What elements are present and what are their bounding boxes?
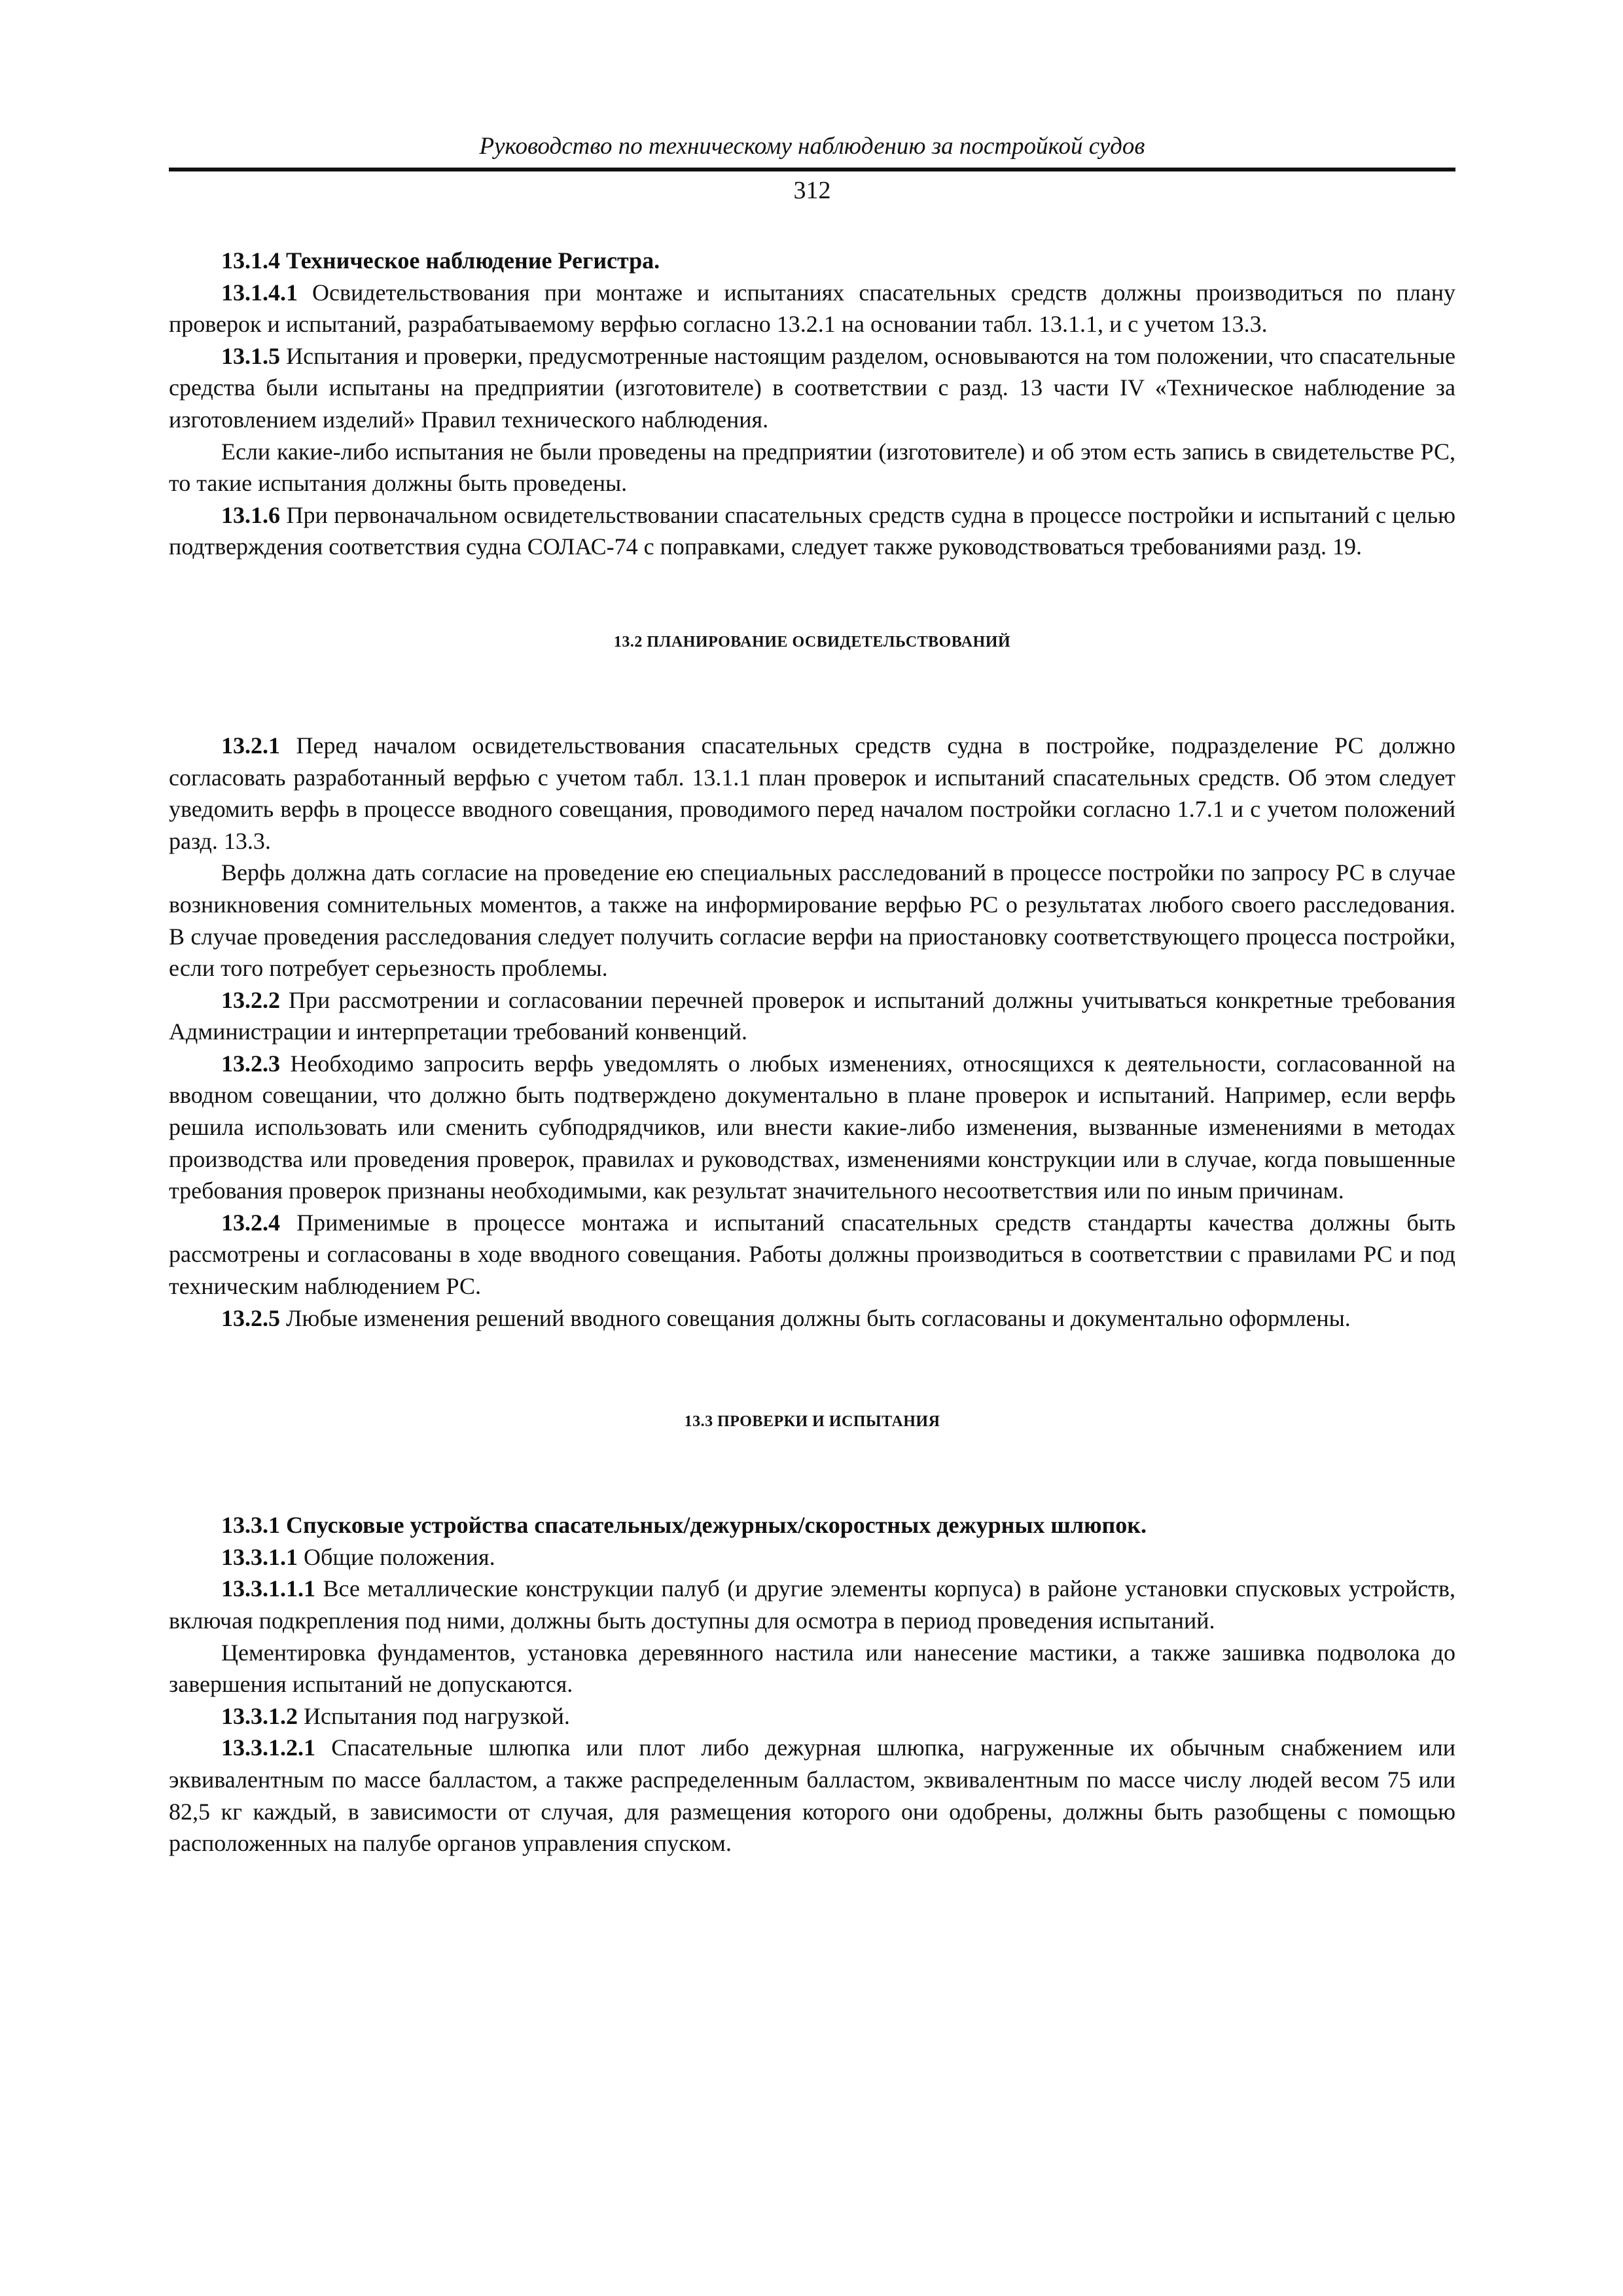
paragraph-13-3-1-1-1 (169, 1573, 1455, 1636)
clause-number: 13.1.6 (221, 501, 280, 528)
paragraph-13-2-1-continued: Верфь должна дать согласие на проведение ею специальных расследований в процессе постройки по запросу РС в случае возникновения сомнительных моментов, а также на информирование верфью РС о результатах любого своего расследования. В случае проведения расследования следует получить согласие верфи на приостановку соответствующего процесса постройки, если того потребует серьезность проблемы. (169, 859, 1455, 982)
clause-number: 13.3.1.1.1 (221, 1575, 315, 1602)
document-page (169, 131, 1455, 1859)
paragraph-13-3-1-2 (169, 1700, 1455, 1732)
section-heading-13-2: 13.2 ПЛАНИРОВАНИЕ ОСВИДЕТЕЛЬСТВОВАНИЙ (613, 633, 1011, 651)
clause-number: 13.3.1.2.1 (221, 1734, 315, 1761)
paragraph-text: Спасательные шлюпка или плот либо дежурная шлюпка, нагруженные их обычным снабжением или эквивалентным по массе балластом, а также распределенным балластом, эквивалентным по массе числу людей весом 75 или 82,5 кг каждый, в зависимости от случая, для размещения которого они одобрены, должны быть разобщены с помощью расположенных на палубе органов управления спуском. (169, 1734, 1455, 1857)
section-heading-13-3: 13.3 ПРОВЕРКИ И ИСПЫТАНИЯ (684, 1413, 940, 1431)
paragraph-13-2-4 (169, 1207, 1455, 1302)
body-text (169, 245, 1455, 1859)
clause-number: 13.1.4.1 (221, 279, 298, 306)
paragraph-text: Любые изменения решений вводного совещания должны быть согласованы и документально оформлены. (280, 1304, 1351, 1331)
clause-number: 13.2.1 (221, 732, 280, 759)
clause-number: 13.3.1.1 (221, 1543, 298, 1570)
paragraph-13-2-5 (169, 1302, 1455, 1335)
running-header: Руководство по техническому наблюдению за постройкой судов (479, 133, 1145, 160)
paragraph-text: Общие положения. (298, 1543, 495, 1570)
paragraph-text: Освидетельствования при монтаже и испытаниях спасательных средств должны производиться по плану проверок и испытаний, разрабатываемому верфью согласно 13.2.1 на основании табл. 13.1.1, и с учетом 13.3. (169, 279, 1455, 338)
clause-number: 13.2.3 (221, 1050, 280, 1077)
paragraph-13-3-1-1-1-continued: Цементировка фундаментов, установка деревянного настила или нанесение мастики, а также зашивка подволока до завершения испытаний не допускаются. (169, 1639, 1455, 1698)
clause-number: 13.1.5 (221, 342, 280, 369)
paragraph-13-2-2 (169, 984, 1455, 1048)
paragraph-13-1-5-continued: Если какие-либо испытания не были проведены на предприятии (изготовителе) и об этом есть запись в свидетельстве РС, то такие испытания должны быть проведены. (169, 438, 1455, 497)
paragraph-13-1-5 (169, 340, 1455, 436)
subsection-13-3-1-title: 13.3.1 Спусковые устройства спасательных/дежурных/скоростных дежурных шлюпок. (221, 1512, 1147, 1539)
paragraph-13-1-4-1 (169, 277, 1455, 340)
paragraph-13-3-1-1 (169, 1541, 1455, 1573)
paragraph-13-3-1-2-1 (169, 1732, 1455, 1859)
paragraph-text: Необходимо запросить верфь уведомлять о любых изменениях, относящихся к деятельности, согласованной на вводном совещании, что должно быть подтверждено документально в плане проверок и испытаний. Например, если верфь решила использовать или сменить субподрядчиков, или внести какие-либо изменения, вызванные изменениями в методах производства или проведения проверок, правилах и руководствах, изменениями конструкции или в случае, когда повышенные требования проверок признаны необходимыми, как результат значительного несоответствия или по иным причинам. (169, 1050, 1455, 1204)
paragraph-13-2-3 (169, 1048, 1455, 1207)
subsection-13-1-4-title: 13.1.4 Техническое наблюдение Регистра. (221, 247, 660, 274)
paragraph-text: Применимые в процессе монтажа и испытаний спасательных средств стандарты качества должны быть рассмотрены и согласованы в ходе вводного совещания. Работы должны производиться в соответствии с правилами РС и под техническим наблюдением РС. (169, 1209, 1455, 1300)
header-rule (169, 168, 1455, 171)
clause-number: 13.2.2 (221, 986, 280, 1013)
paragraph-text: Перед началом освидетельствования спасательных средств судна в постройке, подразделение РС должно согласовать разработанный верфью с учетом табл. 13.1.1 план проверок и испытаний спасательных средств. Об этом следует уведомить верфь в процессе вводного совещания, проводимого перед началом постройки согласно 1.7.1 и с учетом положений разд. 13.3. (169, 732, 1455, 854)
paragraph-text: Испытания и проверки, предусмотренные настоящим разделом, основываются на том положении, что спасательные средства были испытаны на предприятии (изготовителе) в соответствии с разд. 13 части IV «Техническое наблюдение за изготовлением изделий» Правил технического наблюдения. (169, 342, 1455, 433)
paragraph-13-1-6 (169, 499, 1455, 563)
clause-number: 13.3.1.2 (221, 1702, 298, 1729)
paragraph-text: Все металлические конструкции палуб (и другие элементы корпуса) в районе установки спусковых устройств, включая подкрепления под ними, должны быть доступны для осмотра в период проведения испытаний. (169, 1575, 1455, 1634)
clause-number: 13.2.5 (221, 1304, 280, 1331)
paragraph-text: При рассмотрении и согласовании перечней проверок и испытаний должны учитываться конкретные требования Администрации и интерпретации требований конвенций. (169, 986, 1455, 1045)
page-number: 312 (793, 177, 831, 204)
paragraph-13-2-1 (169, 730, 1455, 857)
clause-number: 13.2.4 (221, 1209, 280, 1236)
paragraph-text: Испытания под нагрузкой. (298, 1702, 570, 1729)
paragraph-text: При первоначальном освидетельствовании спасательных средств судна в процессе постройки и испытаний с целью подтверждения соответствия судна СОЛАС-74 с поправками, следует также руководствоваться требованиями разд. 19. (169, 501, 1455, 560)
